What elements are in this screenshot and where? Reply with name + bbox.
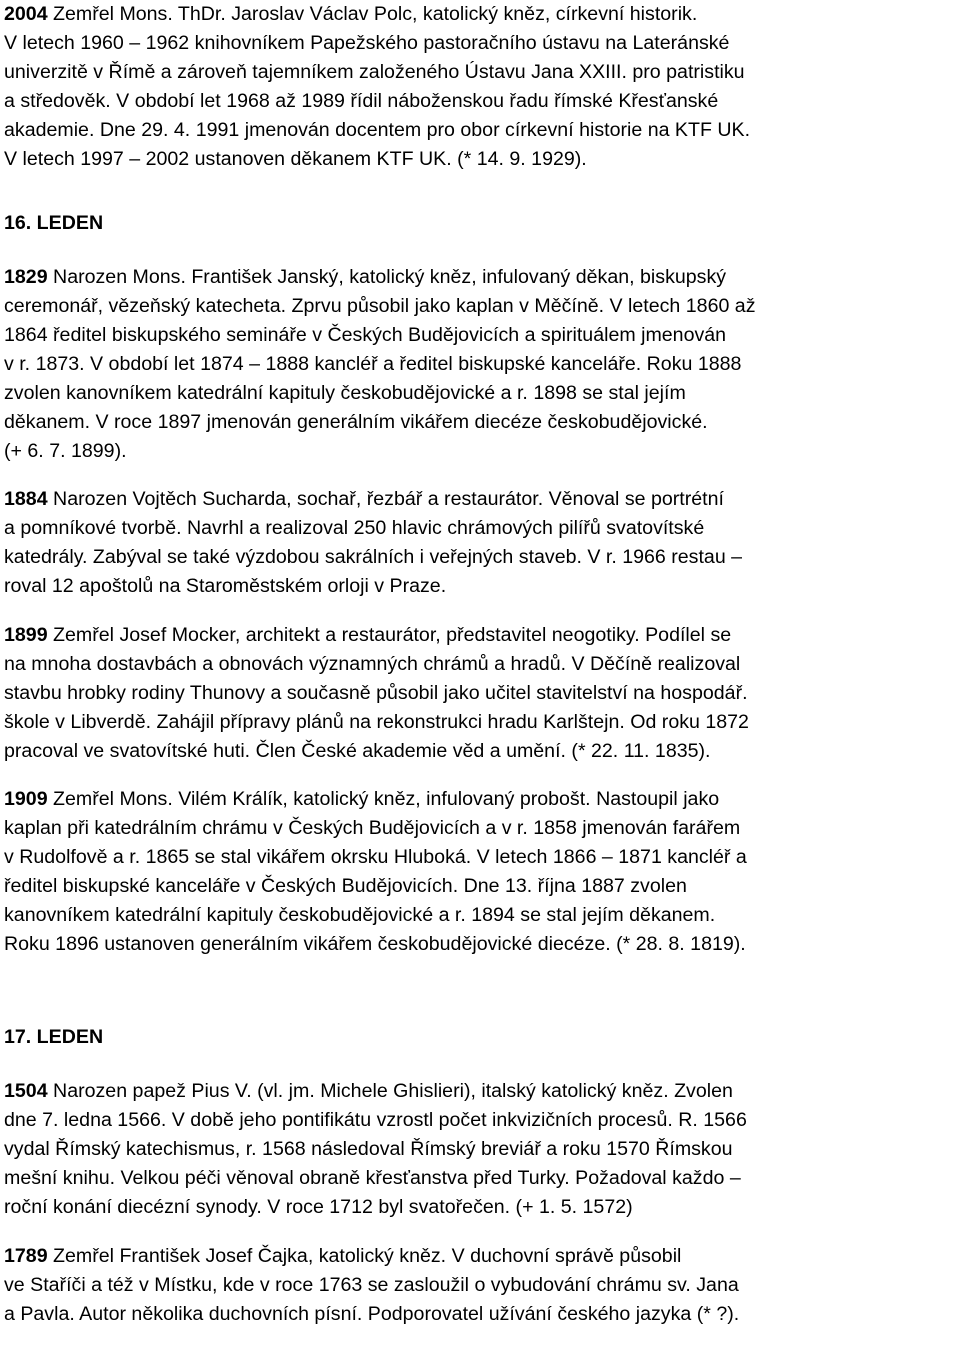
entry-text: Narozen Vojtěch Sucharda, sochař, řezbář a restaurátor. Věnoval se portrétní <box>47 488 724 510</box>
day-heading-17: 17. LEDEN <box>4 1026 104 1048</box>
entry-year: 1884 <box>4 488 48 510</box>
entry-text-line: pracoval ve svatovítské huti. Člen České akademie věd a umění. (* 22. 11. 1835). <box>4 740 711 762</box>
entry-text-line: mešní knihu. Velkou péči věnoval obraně křesťanstva před Turky. Požadoval každo – <box>4 1167 741 1189</box>
entry-text-line: katedrály. Zabýval se také výzdobou sakrálních i veřejných staveb. V r. 1966 restau – <box>4 546 743 568</box>
entry-first-line <box>4 263 956 292</box>
entry-text-line: vydal Římský katechismus, r. 1568 následoval Římský breviář a roku 1570 Římskou <box>4 1138 733 1160</box>
entry-text-line: (+ 6. 7. 1899). <box>4 440 127 462</box>
entry-text-line: na mnoha dostavbách a obnovách významných chrámů a hradů. V Děčíně realizoval <box>4 653 741 675</box>
entry-text-line: Roku 1896 ustanoven generálním vikářem českobudějovické diecéze. (* 28. 8. 1819). <box>4 933 746 955</box>
entry-text-line: 1864 ředitel biskupského semináře v Českých Budějovicích a spirituálem jmenován <box>4 324 727 346</box>
entry-text-line: roční konání diecézní synody. V roce 1712 byl svatořečen. (+ 1. 5. 1572) <box>4 1196 633 1218</box>
entry-text: Zemřel Mons. ThDr. Jaroslav Václav Polc, katolický kněz, církevní historik. <box>47 3 698 25</box>
spacer <box>4 601 956 621</box>
entry-text-line: děkanem. V roce 1897 jmenován generálním vikářem diecéze českobudějovické. <box>4 411 708 433</box>
entry-first-line <box>4 485 956 514</box>
document-page <box>4 0 956 1329</box>
entry-first-line <box>4 785 956 814</box>
entry-year: 1504 <box>4 1080 48 1102</box>
entry-year: 1829 <box>4 266 48 288</box>
entry-text-line: dne 7. ledna 1566. V době jeho pontifikátu vzrostl počet inkvizičních procesů. R. 1566 <box>4 1109 747 1131</box>
spacer <box>4 766 956 785</box>
entry-1909 <box>4 785 956 959</box>
entry-year: 2004 <box>4 3 48 25</box>
entry-text-line: V letech 1960 – 1962 knihovníkem Papežského pastoračního ústavu na Lateránské <box>4 32 730 54</box>
entry-first-line <box>4 1242 956 1271</box>
entry-text-line: zvolen kanovníkem katedrální kapituly českobudějovické a r. 1898 se stal jejím <box>4 382 686 404</box>
entry-2004 <box>4 0 956 174</box>
entry-text-line: univerzitě v Římě a zároveň tajemníkem založeného Ústavu Jana XXIII. pro patristiku <box>4 61 745 83</box>
spacer <box>4 959 956 1023</box>
entry-text-line: ceremonář, vězeňský katecheta. Zprvu působil jako kaplan v Měčíně. V letech 1860 až <box>4 295 756 317</box>
entry-text-line: V letech 1997 – 2002 ustanoven děkanem KTF UK. (* 14. 9. 1929). <box>4 148 587 170</box>
entry-year: 1789 <box>4 1245 48 1267</box>
spacer <box>4 466 956 485</box>
spacer <box>4 174 956 209</box>
entry-first-line <box>4 0 956 29</box>
entry-text-line: ředitel biskupské kanceláře v Českých Budějovicích. Dne 13. října 1887 zvolen <box>4 875 687 897</box>
entry-text-line: v r. 1873. V období let 1874 – 1888 kancléř a ředitel biskupské kanceláře. Roku 1888 <box>4 353 742 375</box>
entry-text: Zemřel Josef Mocker, architekt a restaurátor, představitel neogotiky. Podílel se <box>47 624 732 646</box>
entry-text: Zemřel Mons. Vilém Králík, katolický kněz, infulovaný probošt. Nastoupil jako <box>47 788 720 810</box>
entry-text-line: kanovníkem katedrální kapituly českobudějovické a r. 1894 se stal jejím děkanem. <box>4 904 716 926</box>
spacer <box>4 238 956 263</box>
entry-text-line: v Rudolfově a r. 1865 se stal vikářem okrsku Hluboká. V letech 1866 – 1871 kancléř a <box>4 846 747 868</box>
spacer <box>4 1222 956 1242</box>
entry-text-line: a středověk. V období let 1968 až 1989 řídil náboženskou řadu římské Křesťanské <box>4 90 719 112</box>
entry-text-line: stavbu hrobky rodiny Thunovy a současně působil jako učitel stavitelství na hospodář. <box>4 682 748 704</box>
entry-text-line: a Pavla. Autor několika duchovních písní. Podporovatel užívání českého jazyka (* ?). <box>4 1303 740 1325</box>
entry-text-line: a pomníkové tvorbě. Navrhl a realizoval 250 hlavic chrámových pilířů svatovítské <box>4 517 705 539</box>
entry-1504 <box>4 1077 956 1222</box>
entry-first-line <box>4 1077 956 1106</box>
entry-1789 <box>4 1242 956 1329</box>
entry-first-line <box>4 621 956 650</box>
entry-text-line: kaplan při katedrálním chrámu v Českých Budějovicích a v r. 1858 jmenován farářem <box>4 817 741 839</box>
entry-1829 <box>4 263 956 466</box>
entry-text-line: škole v Libverdě. Zahájil přípravy plánů na rekonstrukci hradu Karlštejn. Od roku 1872 <box>4 711 749 733</box>
entry-text-line: akademie. Dne 29. 4. 1991 jmenován docentem pro obor církevní historie na KTF UK. <box>4 119 751 141</box>
entry-1899 <box>4 621 956 766</box>
entry-text-line: ve Staříči a též v Místku, kde v roce 1763 se zasloužil o vybudování chrámu sv. Jana <box>4 1274 739 1296</box>
spacer <box>4 1052 956 1077</box>
entry-text: Narozen Mons. František Janský, katolický kněz, infulovaný děkan, biskupský <box>47 266 727 288</box>
entry-1884 <box>4 485 956 601</box>
entry-text: Zemřel František Josef Čajka, katolický kněz. V duchovní správě působil <box>47 1245 682 1267</box>
day-heading-16: 16. LEDEN <box>4 212 104 234</box>
entry-year: 1899 <box>4 624 48 646</box>
entry-year: 1909 <box>4 788 48 810</box>
entry-text-line: roval 12 apoštolů na Staroměstském orloji v Praze. <box>4 575 447 597</box>
entry-text: Narozen papež Pius V. (vl. jm. Michele Ghislieri), italský katolický kněz. Zvolen <box>47 1080 733 1102</box>
